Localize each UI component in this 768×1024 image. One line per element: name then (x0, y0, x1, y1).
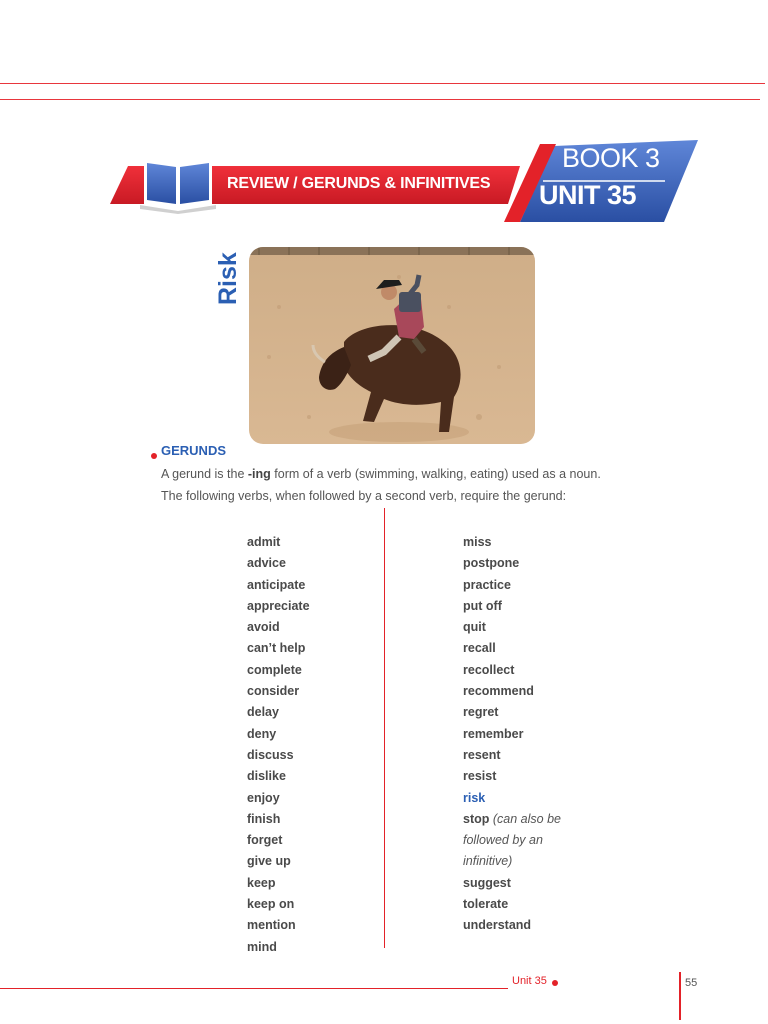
gerunds-heading: GERUNDS (161, 443, 227, 458)
list-item: resent (463, 747, 501, 762)
list-item: regret (463, 705, 499, 720)
footer-rule (0, 988, 508, 989)
verb-list-right (463, 533, 561, 938)
list-item: mind (247, 939, 277, 954)
list-item: keep (247, 875, 276, 890)
list-item (463, 810, 561, 831)
list-item: recollect (463, 662, 515, 677)
list-item: deny (247, 726, 277, 741)
list-item: avoid (247, 620, 280, 635)
footer-dot-icon (552, 980, 558, 986)
list-item: quit (463, 620, 486, 635)
gerund-rule: The following verbs, when followed by a second verb, require the gerund: (161, 489, 567, 503)
list-item: tolerate (463, 897, 509, 912)
list-item: anticipate (247, 577, 306, 592)
verb-stop: stop (463, 811, 490, 826)
list-item: suggest (463, 875, 511, 890)
list-item: miss (463, 535, 492, 549)
stop-note: (can also be (492, 811, 561, 826)
list-item: can’t help (247, 641, 306, 656)
list-item-highlighted: risk (463, 790, 486, 805)
bull-rider-photo (249, 247, 535, 444)
list-item: discuss (247, 747, 294, 762)
list-item: advice (247, 556, 286, 571)
page-number: 55 (685, 977, 698, 989)
topic-title: Risk (214, 252, 242, 305)
stop-note: infinitive) (463, 854, 513, 869)
list-item: mention (247, 918, 296, 933)
list-item: enjoy (247, 790, 280, 805)
list-item-note (463, 831, 561, 852)
footer-unit-label: Unit 35 (512, 975, 547, 987)
list-item: recommend (463, 684, 534, 699)
book-label: BOOK 3 (562, 143, 660, 173)
list-item: finish (247, 811, 281, 826)
stop-note: followed by an (463, 833, 543, 848)
section-label: REVIEW / GERUNDS & INFINITIVES (227, 175, 491, 192)
list-item: remember (463, 726, 524, 741)
list-item: dislike (247, 769, 286, 784)
gerund-definition: A gerund is the -ing form of a verb (swimming, walking, eating) used as a noun. (161, 467, 601, 481)
verb-list-left (247, 533, 310, 959)
list-item: appreciate (247, 598, 310, 613)
list-item: practice (463, 577, 511, 592)
list-item: forget (247, 833, 283, 848)
list-item: admit (247, 535, 281, 549)
list-item: recall (463, 641, 496, 656)
list-item: give up (247, 854, 291, 869)
book-icon (140, 160, 216, 214)
column-divider (384, 508, 385, 948)
list-item: put off (463, 598, 502, 613)
list-item: keep on (247, 897, 295, 912)
list-item: understand (463, 918, 532, 933)
list-item-note (463, 852, 561, 873)
list-item: delay (247, 705, 279, 720)
footer-divider (679, 972, 681, 1020)
list-item: resist (463, 769, 497, 784)
unit-label: UNIT 35 (539, 180, 637, 210)
list-item: consider (247, 684, 300, 699)
list-item: complete (247, 662, 302, 677)
bullet-dot-icon (151, 453, 157, 459)
list-item: postpone (463, 556, 520, 571)
